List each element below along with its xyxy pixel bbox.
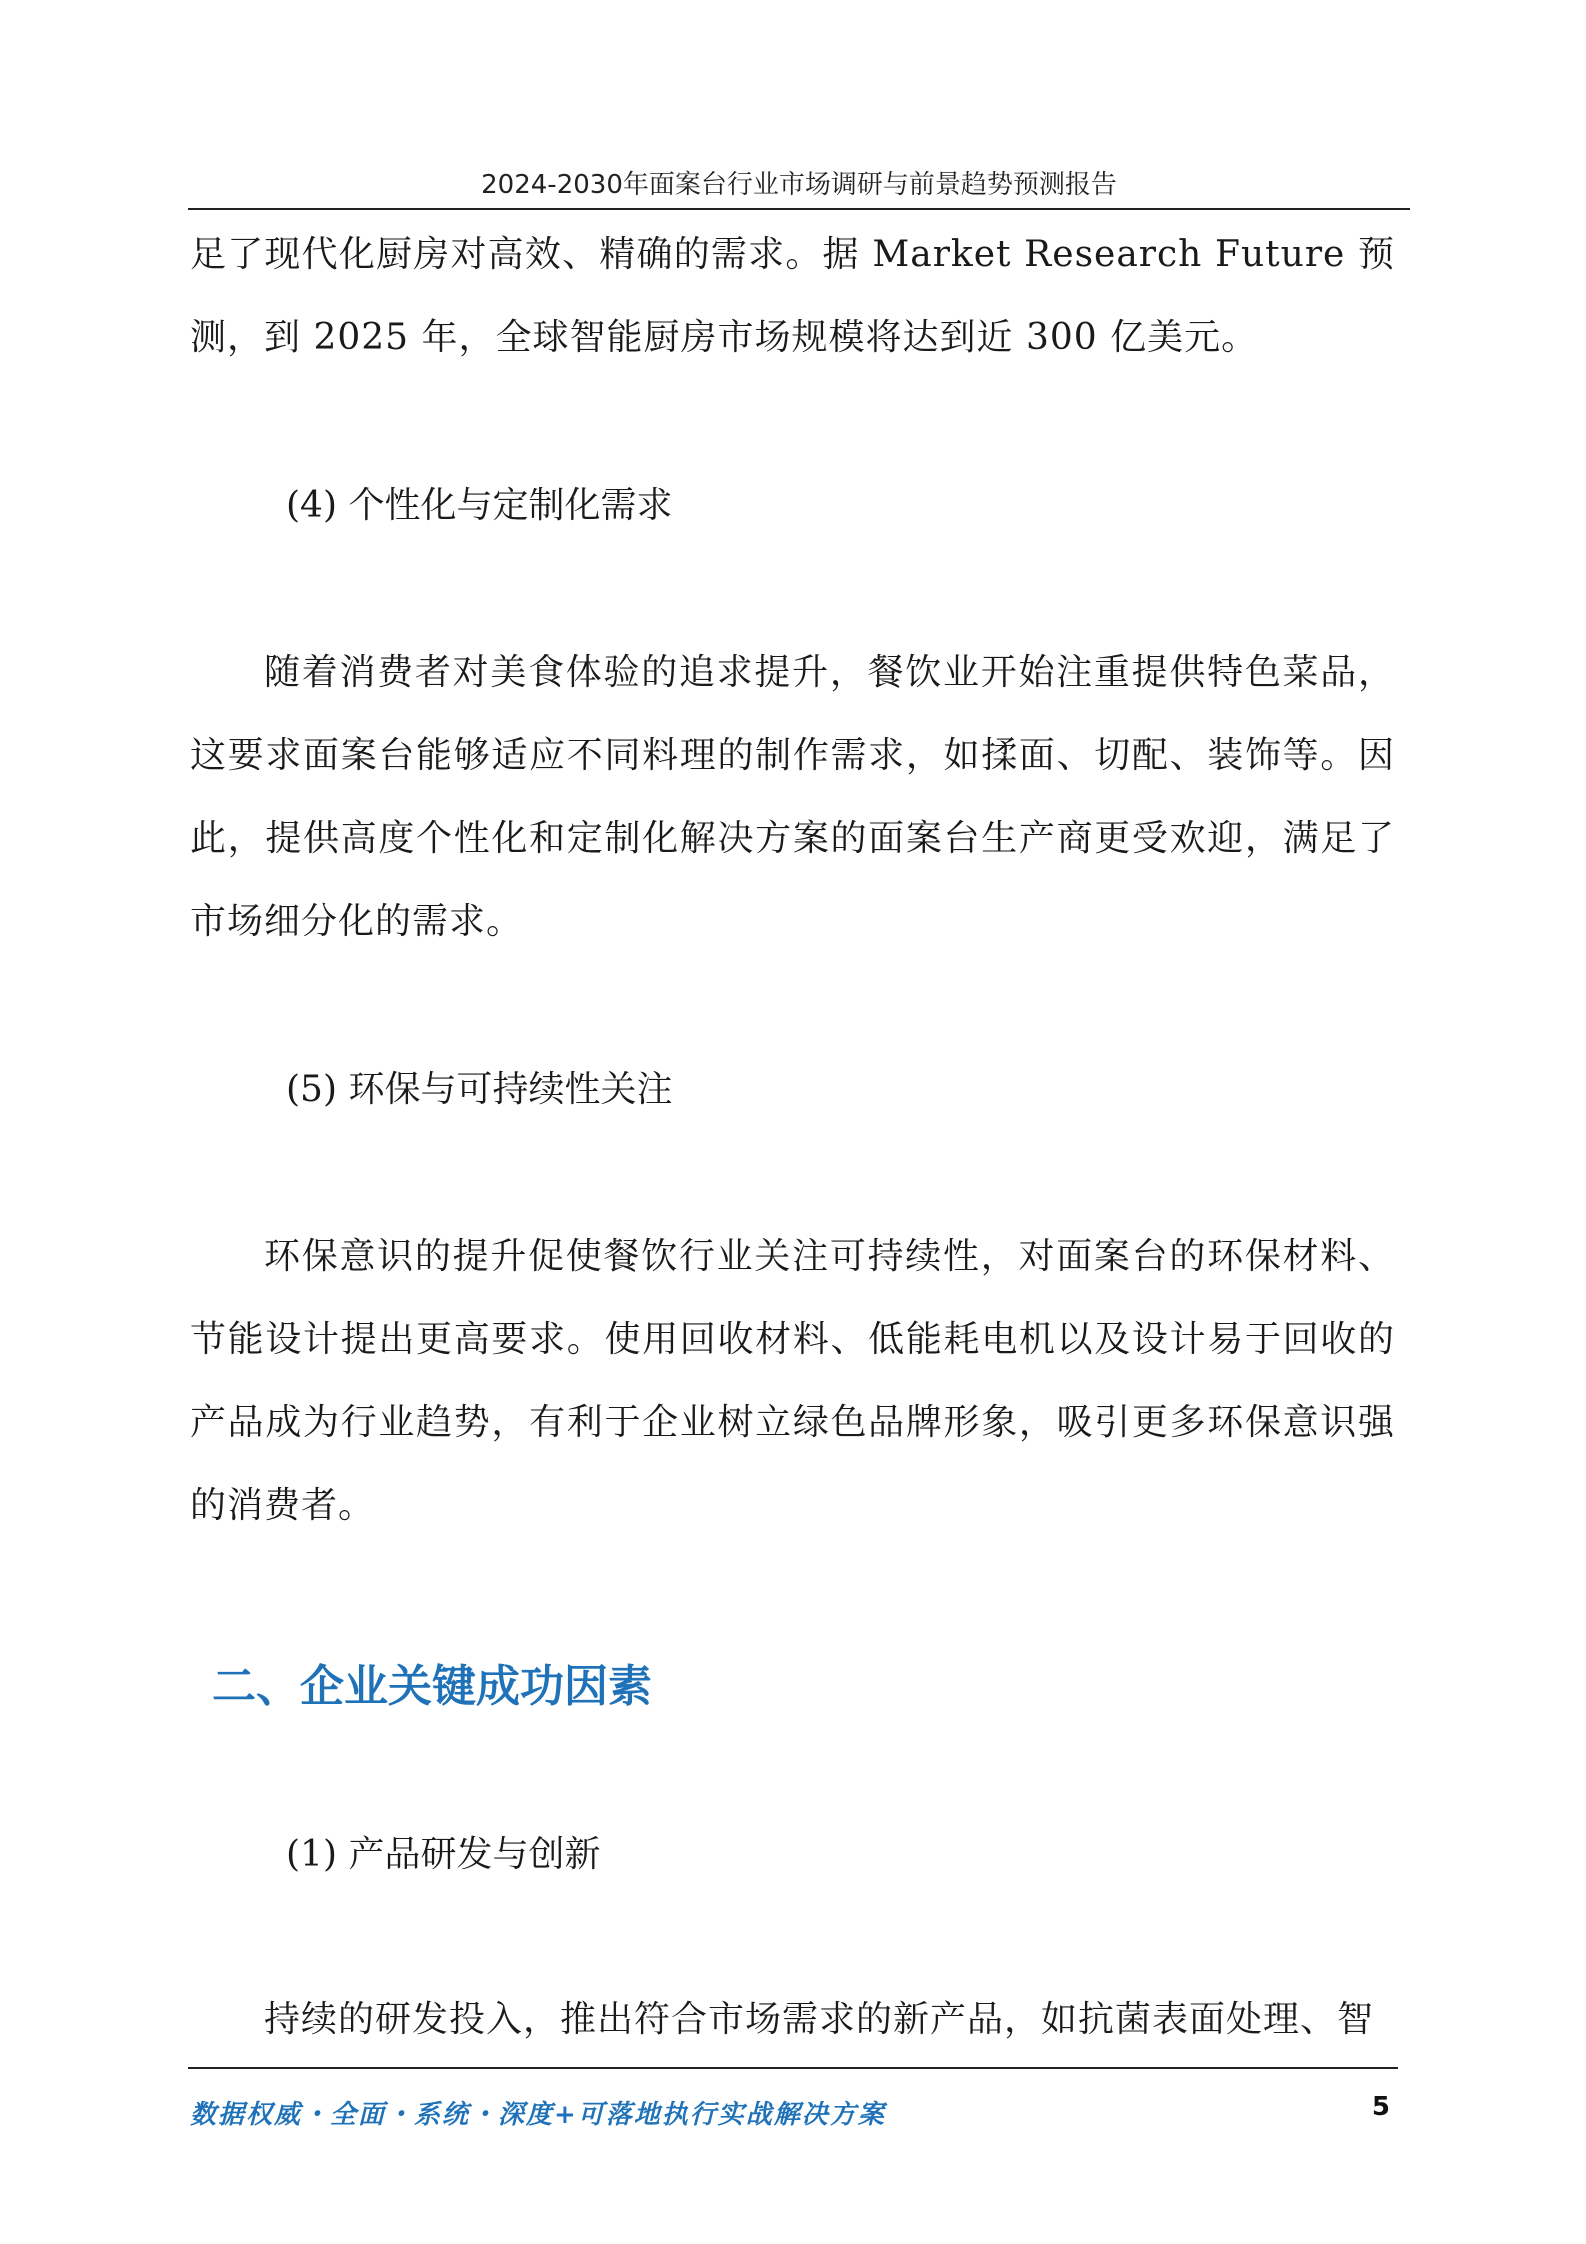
footer-slogan: 数据权威・全面・系统・深度+可落地执行实战解决方案	[190, 2100, 886, 2130]
paragraph-sustainability: 环保意识的提升促使餐饮行业关注可持续性，对面案台的环保材料、节能设计提出更高要求。使用回收材料、低能耗电机以及设计易于回收的产品成为行业趋势，有利于企业树立绿色品牌形象，吸引更多环保意识强的消费者。	[190, 1236, 1395, 1526]
paragraph-continuation: 足了现代化厨房对高效、精确的需求。据 Market Research Future 预测，到 2025 年，全球智能厨房市场规模将达到近 300 亿美元。	[190, 234, 1395, 358]
subheading-product-rd: (1) 产品研发与创新	[286, 1834, 601, 1875]
report-header-title: 2024-2030年面案台行业市场调研与前景趋势预测报告	[481, 170, 1117, 200]
header-divider	[188, 208, 1410, 210]
page-number: 5	[1371, 2092, 1390, 2122]
subheading-personalization: (4) 个性化与定制化需求	[286, 485, 673, 526]
paragraph-product-rd: 持续的研发投入，推出符合市场需求的新产品，如抗菌表面处理、智	[264, 1999, 1375, 2040]
footer-divider	[188, 2067, 1398, 2069]
section-heading-success-factors: 二、企业关键成功因素	[212, 1661, 652, 1712]
paragraph-personalization: 随着消费者对美食体验的追求提升，餐饮业开始注重提供特色菜品，这要求面案台能够适应不同料理的制作需求，如揉面、切配、装饰等。因此，提供高度个性化和定制化解决方案的面案台生产商更受欢迎，满足了市场细分化的需求。	[190, 652, 1395, 942]
subheading-sustainability: (5) 环保与可持续性关注	[286, 1069, 673, 1110]
